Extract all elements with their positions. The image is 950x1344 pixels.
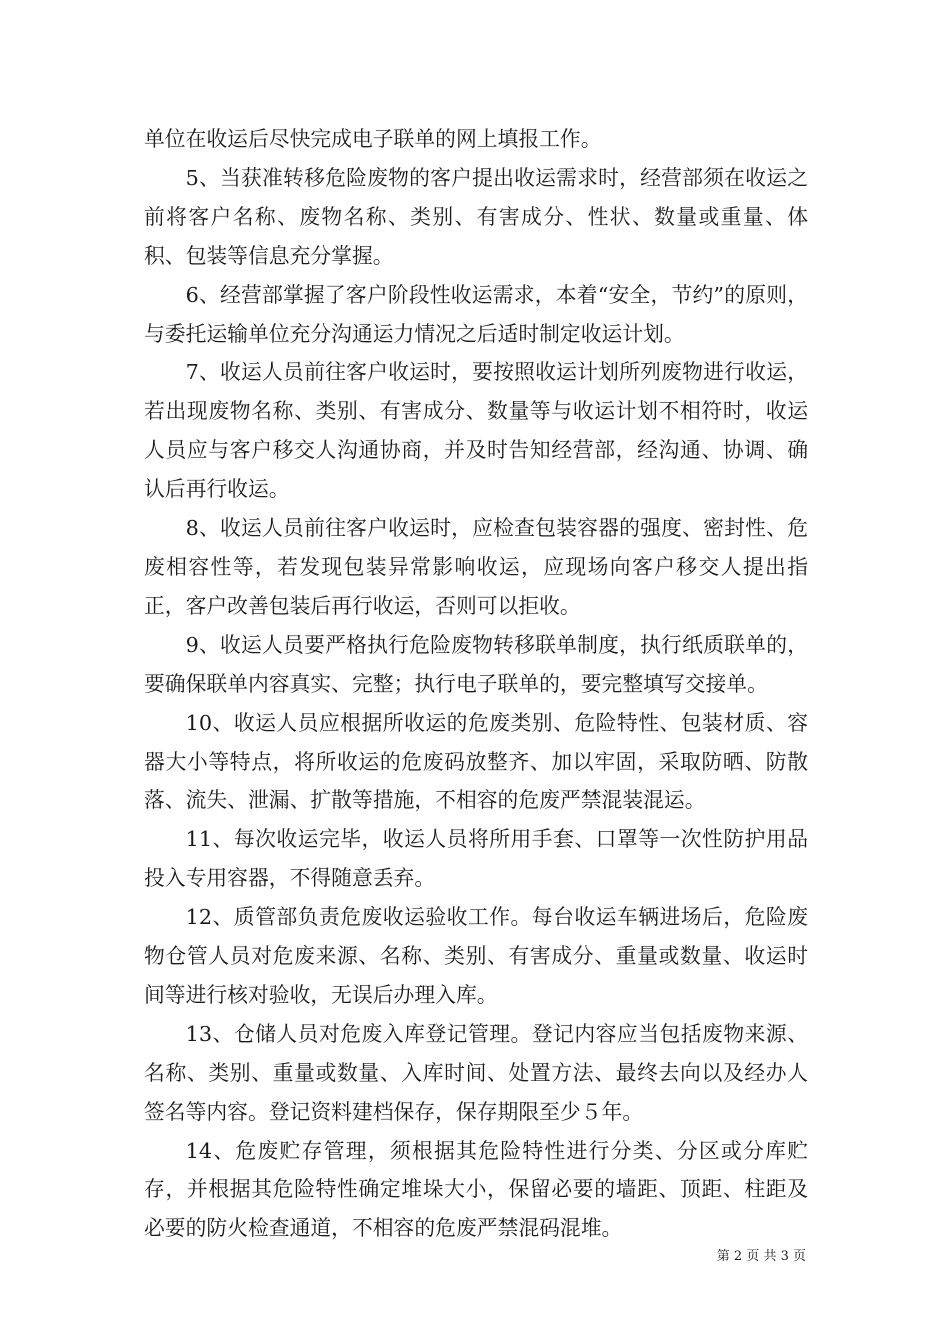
paragraph-item-13: 13、仓储人员对危废入库登记管理。登记内容应当包括废物来源、名称、类别、重量或数量、入库时间、处置方法、最终去向以及经办人签名等内容。登记资料建档保存，保存期限至少５年。 [144, 1021, 808, 1124]
paragraph-item-14: 14、危废贮存管理，须根据其危险特性进行分类、分区或分库贮存，并根据其危险特性确定堆垛大小，保留必要的墙距、顶距、柱距及必要的防火检查通道，不相容的危废严禁混码混堆。 [144, 1138, 808, 1241]
page-number-footer: 第 2 页 共 3 页 [716, 1249, 806, 1264]
document-body [144, 120, 808, 1248]
paragraph-item-5: 5、当获准转移危险废物的客户提出收运需求时，经营部须在收运之前将客户名称、废物名称、类别、有害成分、性状、数量或重量、体积、包装等信息充分掌握。 [144, 165, 808, 268]
paragraph-item-7: 7、收运人员前往客户收运时，要按照收运计划所列废物进行收运，若出现废物名称、类别、有害成分、数量等与收运计划不相符时，收运人员应与客户移交人沟通协商，并及时告知经营部，经沟通、协调、确认后再行收运。 [144, 360, 808, 502]
paragraph-item-8: 8、收运人员前往客户收运时，应检查包装容器的强度、密封性、危废相容性等，若发现包装异常影响收运，应现场向客户移交人提出指正，客户改善包装后再行收运，否则可以拒收。 [144, 516, 808, 618]
paragraph-continuation: 单位在收运后尽快完成电子联单的网上填报工作。 [144, 127, 602, 151]
paragraph-item-6: 6、经营部掌握了客户阶段性收运需求，本着“安全，节约”的原则，与委托运输单位充分沟通运力情况之后适时制定收运计划。 [144, 282, 808, 346]
paragraph-item-9: 9、收运人员要严格执行危险废物转移联单制度，执行纸质联单的，要确保联单内容真实、完整；执行电子联单的，要完整填写交接单。 [144, 632, 808, 696]
paragraph-item-10: 10、收运人员应根据所收运的危废类别、危险特性、包装材质、容器大小等特点，将所收运的危废码放整齐、加以牢固，采取防晒、防散落、流失、泄漏、扩散等措施，不相容的危废严禁混装混运。 [144, 710, 808, 813]
paragraph-item-12: 12、质管部负责危废收运验收工作。每台收运车辆进场后，危险废物仓管人员对危废来源、名称、类别、有害成分、重量或数量、收运时间等进行核对验收，无误后办理入库。 [144, 905, 808, 1007]
paragraph-item-11: 11、每次收运完毕，收运人员将所用手套、口罩等一次性防护用品投入专用容器，不得随意丢弃。 [144, 827, 808, 891]
